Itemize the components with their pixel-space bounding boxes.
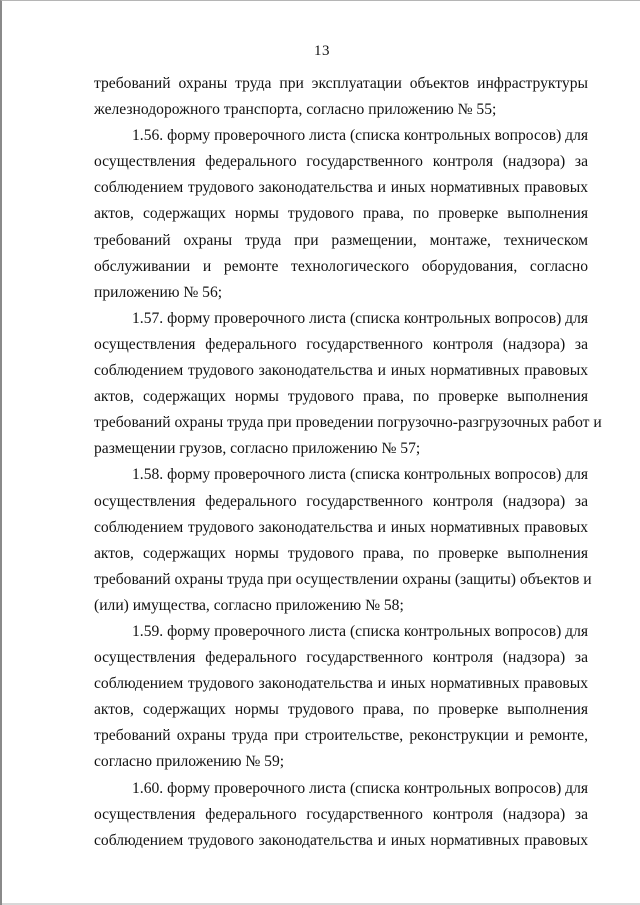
text-line: осуществления федерального государственного контроля (надзора) за (94, 492, 588, 510)
text-line: осуществления федерального государственного контроля (надзора) за (94, 649, 588, 667)
text-line: соблюдением трудового законодательства и иных нормативных правовых (94, 831, 588, 849)
text-line: требований охраны труда при проведении погрузочно-разгрузочных работ и (94, 414, 602, 432)
text-line: требований охраны труда при строительстве, реконструкции и ремонте, (94, 727, 588, 745)
page-number: 13 (314, 43, 330, 59)
text-line: соблюдением трудового законодательства и иных нормативных правовых (94, 179, 588, 197)
paragraph-first-line: 1.59. форму проверочного листа (списка контрольных вопросов) для (132, 622, 589, 640)
text-line: размещении грузов, согласно приложению № 57; (94, 440, 421, 458)
text-line: актов, содержащих нормы трудового права, по проверке выполнения (94, 544, 588, 562)
text-line: осуществления федерального государственного контроля (надзора) за (94, 805, 588, 823)
body-text (94, 71, 602, 854)
text-line: железнодорожного транспорта, согласно приложению № 55; (94, 101, 497, 119)
text-line: согласно приложению № 59; (94, 753, 285, 771)
text-line: приложению № 56; (94, 283, 223, 301)
text-line: осуществления федерального государственного контроля (надзора) за (94, 335, 588, 353)
text-line: актов, содержащих нормы трудового права, по проверке выполнения (94, 205, 588, 223)
text-line: актов, содержащих нормы трудового права, по проверке выполнения (94, 388, 588, 406)
paragraph-first-line: 1.57. форму проверочного листа (списка контрольных вопросов) для (132, 309, 589, 327)
text-line: соблюдением трудового законодательства и иных нормативных правовых (94, 675, 588, 693)
text-line: требований охраны труда при осуществлении охраны (защиты) объектов и (94, 570, 592, 588)
paragraph-first-line: 1.56. форму проверочного листа (списка контрольных вопросов) для (132, 127, 589, 145)
text-line: осуществления федерального государственного контроля (надзора) за (94, 153, 588, 171)
text-line: обслуживании и ремонте технологического оборудования, согласно (94, 257, 588, 275)
paragraph-first-line: 1.58. форму проверочного листа (списка контрольных вопросов) для (132, 466, 589, 484)
text-line: соблюдением трудового законодательства и иных нормативных правовых (94, 518, 588, 536)
text-line: (или) имущества, согласно приложению № 58; (94, 596, 404, 614)
text-line: требований охраны труда при размещении, монтаже, техническом (94, 231, 588, 249)
text-line: требований охраны труда при эксплуатации объектов инфраструктуры (94, 75, 588, 92)
paragraph-first-line: 1.60. форму проверочного листа (списка контрольных вопросов) для (132, 779, 589, 797)
text-line: актов, содержащих нормы трудового права, по проверке выполнения (94, 701, 588, 719)
text-line: соблюдением трудового законодательства и иных нормативных правовых (94, 362, 588, 380)
